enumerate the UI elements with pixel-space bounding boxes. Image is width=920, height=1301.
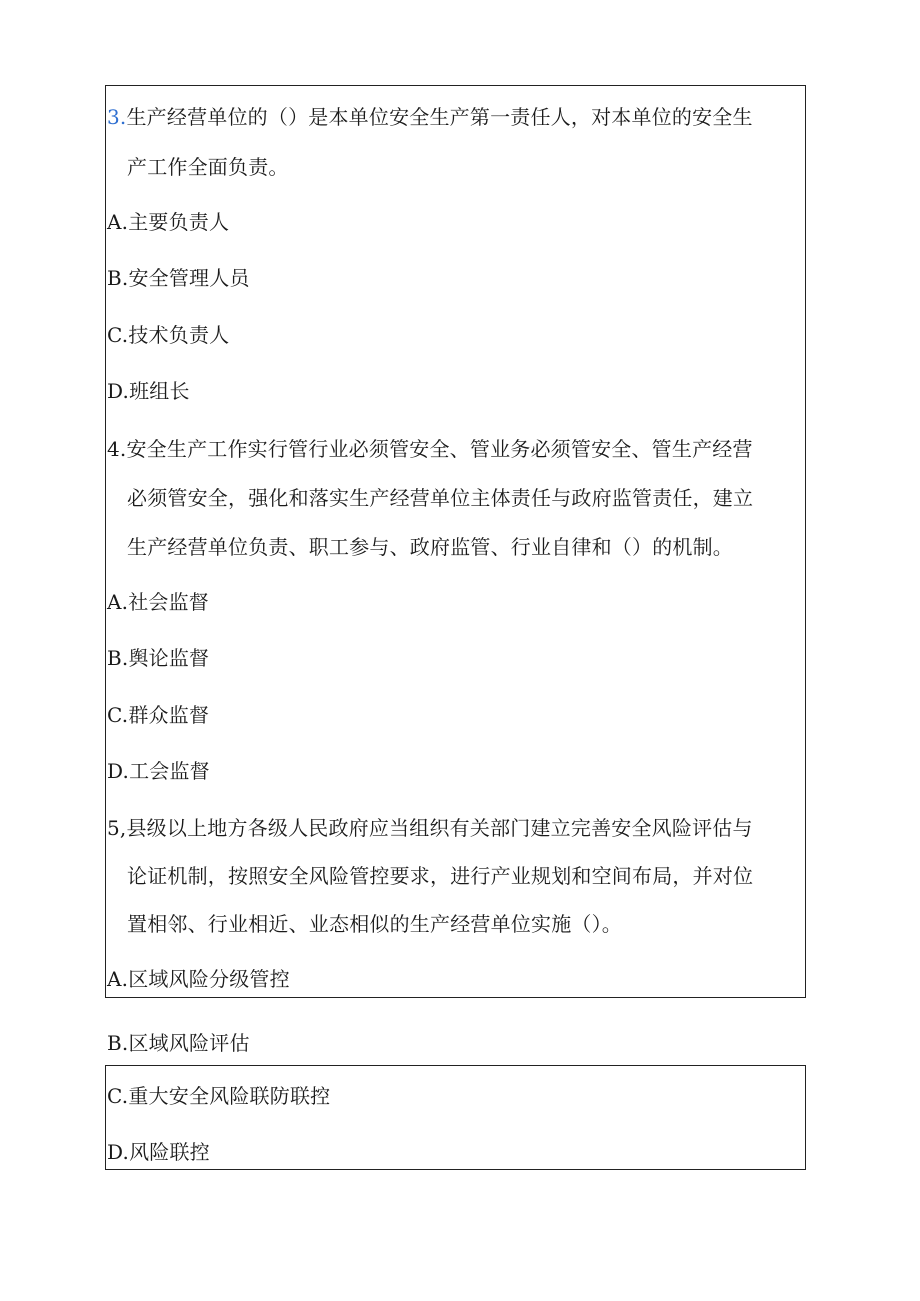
question-5-line-2: 论证机制，按照安全风险管控要求，进行产业规划和空间布局，并对位 [127, 864, 754, 888]
question-4-option-c: C.群众监督 [107, 703, 210, 727]
question-4-option-d: D.工会监督 [107, 759, 210, 783]
question-5-option-c: C.重大安全风险联防联控 [107, 1084, 331, 1108]
question-4-line-1: 4.安全生产工作实行管行业必须管安全、管业务必须管安全、管生产经营 [107, 437, 753, 461]
question-number: 3. [107, 105, 127, 129]
question-5-option-b: B.区域风险评估 [107, 1031, 250, 1055]
question-3-option-a: A.主要负责人 [107, 210, 230, 234]
question-4-line-3: 生产经营单位负责、职工参与、政府监管、行业自律和（）的机制。 [127, 535, 733, 559]
question-3-option-c: C.技术负责人 [107, 323, 230, 347]
question-block-frame-continued [105, 1065, 806, 1170]
question-3-option-b: B.安全管理人员 [107, 266, 250, 290]
question-5-option-d: D.风险联控 [107, 1140, 210, 1164]
question-4-option-b: B.舆论监督 [107, 646, 210, 670]
question-3-line-2: 产工作全面负责。 [127, 155, 289, 179]
question-5-line-3: 置相邻、行业相近、业态相似的生产经营单位实施（）。 [127, 912, 622, 936]
question-5-line-1: 5,县级以上地方各级人民政府应当组织有关部门建立完善安全风险评估与 [107, 816, 753, 840]
question-3-option-d: D.班组长 [107, 379, 190, 403]
question-4-option-a: A.社会监督 [107, 590, 210, 614]
question-number: 4. [107, 437, 127, 461]
question-4-line-2: 必须管安全，强化和落实生产经营单位主体责任与政府监管责任，建立 [127, 486, 754, 510]
question-3-line-1: 3.生产经营单位的（）是本单位安全生产第一责任人，对本单位的安全生 [107, 105, 753, 129]
question-number: 5, [107, 816, 127, 840]
question-5-option-a: A.区域风险分级管控 [107, 967, 290, 991]
